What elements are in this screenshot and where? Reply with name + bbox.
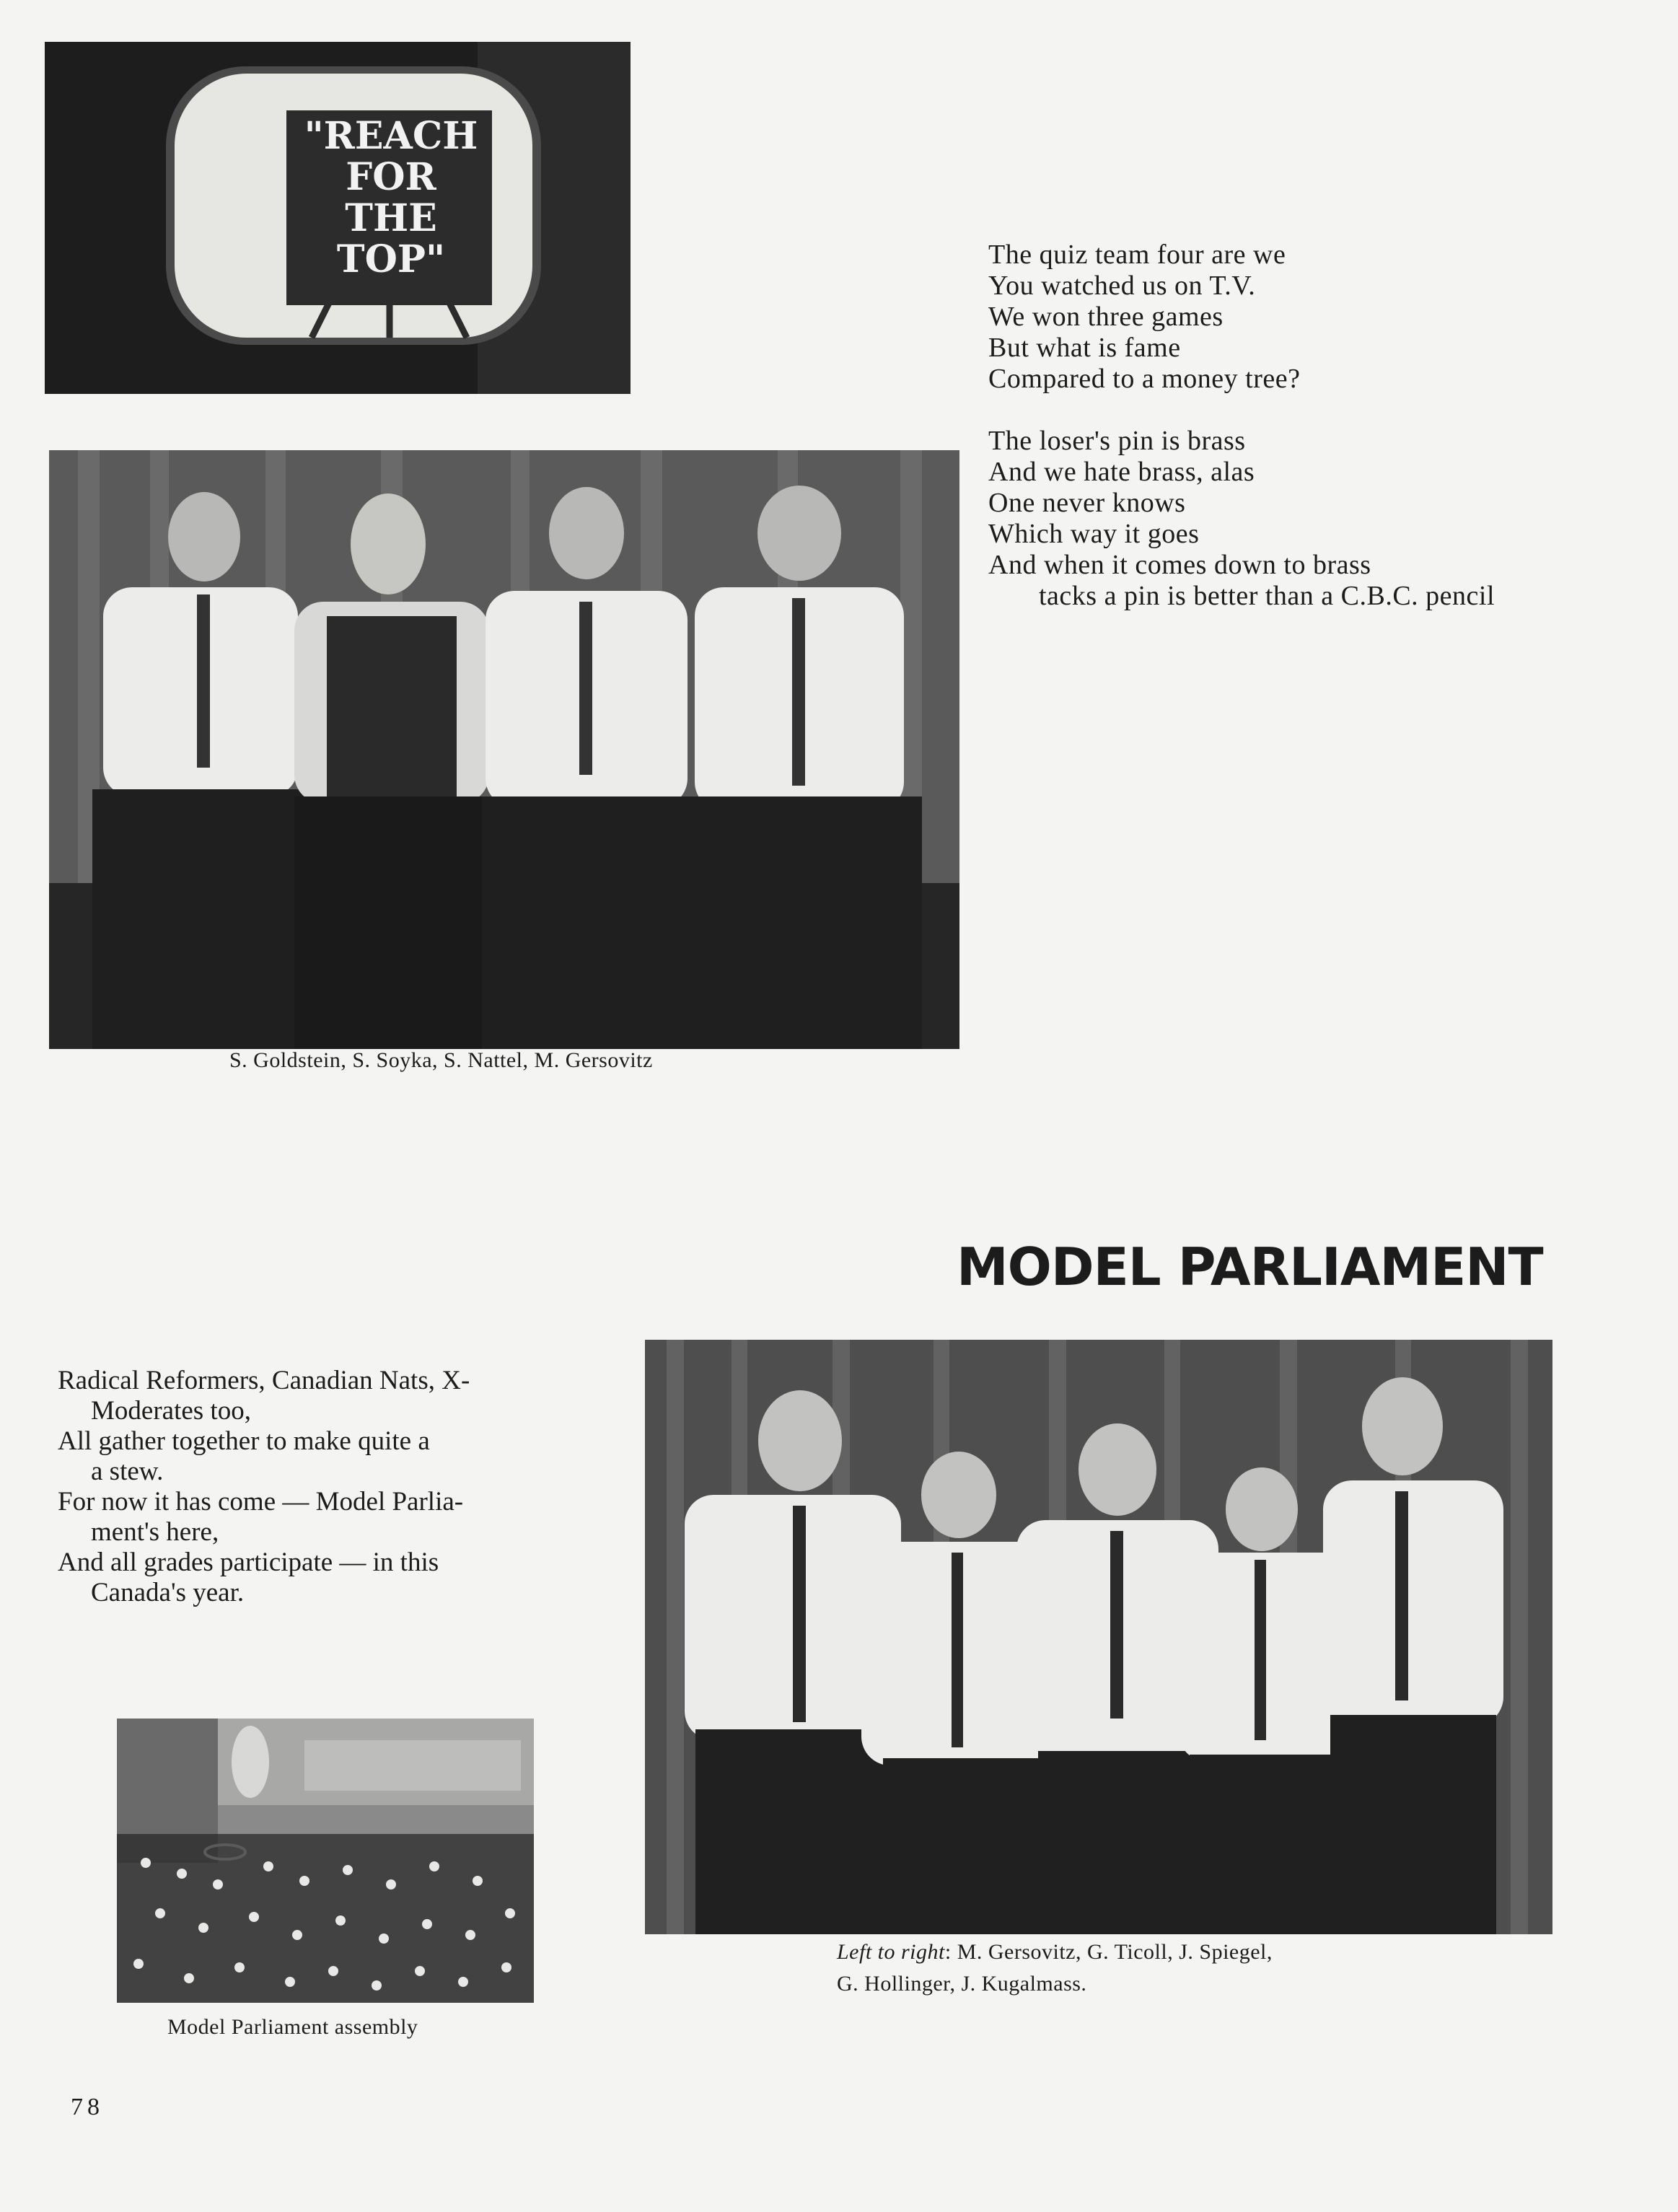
quiz-team-photo (49, 450, 959, 1049)
tv-screen-illustration (45, 42, 631, 394)
section-heading: MODEL PARLIAMENT (957, 1237, 1543, 1297)
poem-line: And when it comes down to brass (988, 550, 1371, 580)
poem-line: tacks a pin is better than a C.B.C. pencil (1039, 581, 1495, 611)
quiz-team-illustration (49, 450, 959, 1049)
tv-screen-photo (45, 42, 631, 394)
poem-line: The quiz team four are we (988, 240, 1286, 270)
sign-line-3: THE (345, 196, 437, 240)
poem-line: We won three games (988, 302, 1224, 332)
poem-line: All gather together to make quite a (58, 1426, 430, 1456)
caption-names-1: : M. Gersovitz, G. Ticoll, J. Spiegel, (944, 1940, 1273, 1964)
quiz-team-caption: S. Goldstein, S. Soyka, S. Nattel, M. Gersovitz (229, 1048, 653, 1072)
poem-line: For now it has come — Model Parlia- (58, 1487, 464, 1517)
sign-line-2: FOR (346, 155, 436, 199)
page-number: 78 (71, 2094, 104, 2120)
poem-line: The loser's pin is brass (988, 426, 1246, 456)
quiz-poem (988, 240, 1495, 612)
parliament-members-illustration (645, 1340, 1552, 1934)
poem-line: Which way it goes (988, 519, 1200, 549)
parliament-poem (58, 1366, 599, 1608)
poem-line: Canada's year. (91, 1578, 245, 1607)
parliament-members-caption (837, 1936, 1273, 2000)
poem-line: a stew. (91, 1457, 164, 1486)
assembly-illustration (117, 1719, 534, 2003)
poem-line: But what is fame (988, 333, 1181, 363)
stanza-gap (988, 395, 1495, 426)
caption-names-2: G. Hollinger, J. Kugalmass. (837, 1972, 1087, 1996)
caption-lead: Left to right (837, 1940, 945, 1964)
poem-line: And all grades participate — in this (58, 1548, 439, 1577)
assembly-caption: Model Parliament assembly (167, 2015, 418, 2039)
poem-line: Moderates too, (91, 1396, 251, 1426)
poem-line: And we hate brass, alas (988, 457, 1255, 487)
poem-line: You watched us on T.V. (988, 271, 1256, 301)
sign-line-1: "REACH (304, 114, 478, 158)
assembly-photo (117, 1719, 534, 2003)
poem-line: Compared to a money tree? (988, 364, 1301, 394)
poem-line: ment's here, (91, 1517, 219, 1547)
poem-line: One never knows (988, 488, 1186, 518)
sign-line-4: TOP" (336, 237, 446, 281)
poem-line: Radical Reformers, Canadian Nats, X- (58, 1366, 470, 1395)
parliament-members-photo (645, 1340, 1552, 1934)
